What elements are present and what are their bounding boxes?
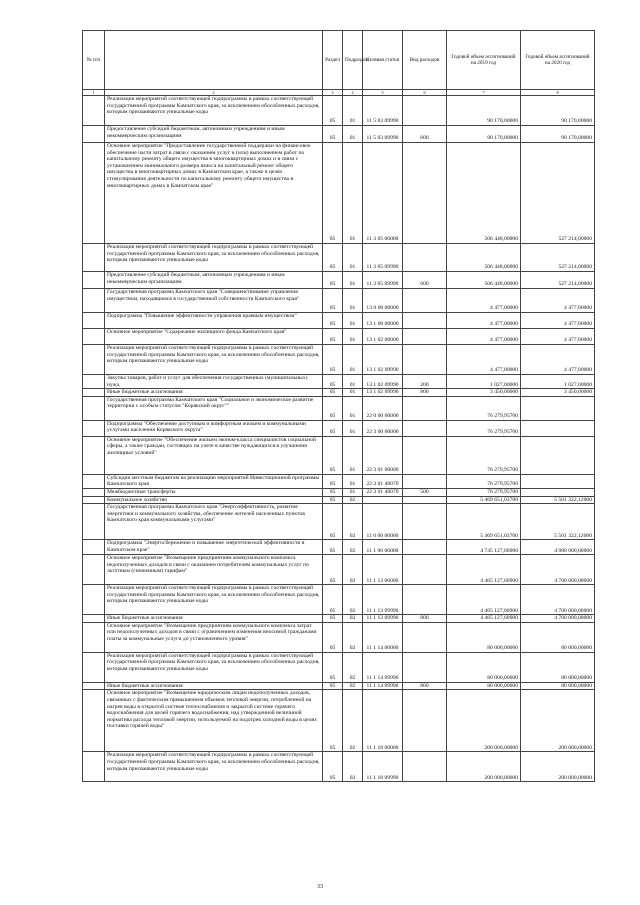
- cell-name: Иные бюджетные ассигнования: [105, 615, 323, 623]
- cell-razdel: 05: [323, 272, 343, 289]
- cell-csr: 11 5 03 09990: [363, 126, 403, 143]
- cell-2019: 80 000,00000: [447, 622, 521, 652]
- cell-num: [83, 420, 105, 436]
- header-csr: Целевая статья: [363, 31, 403, 90]
- cell-num: [83, 615, 105, 623]
- cell-num: [83, 272, 105, 289]
- cell-podrazdel: 01: [343, 96, 363, 126]
- cell-name: Коммунальное хозяйство: [105, 496, 323, 504]
- cell-2020: 1 027,00000: [521, 375, 595, 389]
- cell-csr: 22 3 01 00000: [363, 436, 403, 474]
- cell-csr: 11 1 14 09990: [363, 682, 403, 690]
- cell-razdel: 05: [323, 496, 343, 504]
- cell-podrazdel: 01: [343, 143, 363, 244]
- cell-num: [83, 682, 105, 690]
- cell-csr: 22 0 00 00000: [363, 396, 403, 420]
- column-number: 5: [363, 90, 403, 96]
- table-row: [83, 289, 595, 313]
- cell-csr: 11 1 14 00000: [363, 622, 403, 652]
- cell-name: Подпрограмма "Энергосбережение и повышение энергетической эффективности в Камчатском крае": [105, 540, 323, 555]
- cell-vr: 800: [403, 389, 447, 397]
- column-number: 6: [403, 90, 447, 96]
- budget-table: [82, 30, 595, 782]
- cell-name: Иные бюджетные ассигнования: [105, 389, 323, 397]
- cell-razdel: 05: [323, 244, 343, 272]
- header-2020: Годовой объем ассигнований на 2020 год: [521, 31, 595, 90]
- cell-num: [83, 389, 105, 397]
- cell-csr: 13 1 02 09990: [363, 375, 403, 389]
- cell-num: [83, 436, 105, 474]
- cell-csr: 11 1 18 00000: [363, 690, 403, 752]
- cell-2020: 527 214,00000: [521, 143, 595, 244]
- cell-2019: 506 448,00000: [447, 244, 521, 272]
- cell-2020: 200 000,00000: [521, 690, 595, 752]
- cell-2019: 5 469 651,03700: [447, 496, 521, 504]
- cell-2020: 5 501 322,12000: [521, 496, 595, 504]
- cell-csr: 11 1 18 09990: [363, 752, 403, 782]
- cell-csr: 13 1 02 09990: [363, 389, 403, 397]
- cell-2020: 527 214,00000: [521, 244, 595, 272]
- cell-name: Реализация мероприятий соответствующей подпрограммы в рамках соответствующей государственной программы Камчатского края, за исключением обособленных расходов, которым присваиваются уникальные коды: [105, 96, 323, 126]
- cell-name: Основное мероприятие "Обеспечение жильем эконом-класса специалистов социальной сферы, а также граждан, состоящих на учете в качестве нуждающихся в улучшении жилищных условий": [105, 436, 323, 474]
- cell-2019: 200 000,00000: [447, 690, 521, 752]
- cell-name: Подпрограмма "Повышение эффективности управления краевым имуществом": [105, 313, 323, 329]
- cell-vr: [403, 396, 447, 420]
- cell-num: [83, 96, 105, 126]
- cell-podrazdel: 02: [343, 682, 363, 690]
- cell-podrazdel: 01: [343, 272, 363, 289]
- cell-name: Закупка товаров, работ и услуг для обеспечения государственных (муниципальных) нужд: [105, 375, 323, 389]
- table-row: [83, 555, 595, 585]
- cell-2019: 76 279,95700: [447, 436, 521, 474]
- cell-2020: 200 000,00000: [521, 752, 595, 782]
- cell-2020: 4 477,00000: [521, 289, 595, 313]
- cell-podrazdel: 02: [343, 496, 363, 504]
- cell-csr: 11 3 05 09990: [363, 244, 403, 272]
- cell-podrazdel: 02: [343, 585, 363, 615]
- cell-name: Реализация мероприятий соответствующей подпрограммы в рамках соответствующей государственной программы Камчатского края, за исключением обособленных расходов, которым присваиваются уникальные коды: [105, 585, 323, 615]
- cell-podrazdel: 02: [343, 504, 363, 540]
- cell-2019: 76 279,95700: [447, 488, 521, 496]
- cell-name: Реализация мероприятий соответствующей подпрограммы в рамках соответствующей государственной программы Камчатского края, за исключением обособленных расходов, которым присваиваются уникальные коды: [105, 244, 323, 272]
- table-row: [83, 375, 595, 389]
- cell-razdel: 05: [323, 555, 343, 585]
- cell-2019: 506 448,00000: [447, 272, 521, 289]
- cell-2019: 4 465 127,60900: [447, 615, 521, 623]
- cell-2019: 1 027,00000: [447, 375, 521, 389]
- cell-vr: [403, 143, 447, 244]
- cell-2020: [521, 396, 595, 420]
- table-row: [83, 244, 595, 272]
- cell-num: [83, 752, 105, 782]
- cell-2019: 90 170,00000: [447, 126, 521, 143]
- cell-name: Иные бюджетные ассигнования: [105, 682, 323, 690]
- cell-num: [83, 555, 105, 585]
- table-row: [83, 329, 595, 345]
- cell-num: [83, 244, 105, 272]
- column-number: 7: [447, 90, 521, 96]
- cell-vr: 600: [403, 126, 447, 143]
- cell-num: [83, 474, 105, 488]
- cell-razdel: 05: [323, 396, 343, 420]
- cell-csr: 11 3 05 09990: [363, 272, 403, 289]
- cell-name: Основное мероприятие "Предоставление государственной поддержки на финансовое обеспечение части затрат в связи с оказанием услуг и (или) выполнением работ по капитальному ремонту общего имущества в многоквартирных домах и в связи с установлением минимального размера взноса на капитальный ремонт общего имущества в многоквартирных домах в Камчатском крае, а также в целях стимулирования деятельности по капитальному ремонту общего имущества в многоквартирных домах в Камчатском крае": [105, 143, 323, 244]
- cell-razdel: 05: [323, 652, 343, 682]
- table-header-row: [83, 31, 595, 90]
- cell-2020: 4 477,00000: [521, 329, 595, 345]
- cell-2020: 4 980 000,00000: [521, 540, 595, 555]
- cell-podrazdel: 01: [343, 329, 363, 345]
- cell-podrazdel: 01: [343, 126, 363, 143]
- cell-name: Реализация мероприятий соответствующей подпрограммы в рамках соответствующей государственной программы Камчатского края, за исключением обособленных расходов, которым присваиваются уникальные коды: [105, 345, 323, 375]
- cell-podrazdel: 01: [343, 375, 363, 389]
- table-body: [83, 96, 595, 782]
- cell-name: Реализация мероприятий соответствующей подпрограммы в рамках соответствующей государственной программы Камчатского края, за исключением обособленных расходов, которым присваиваются уникальные коды: [105, 752, 323, 782]
- cell-vr: [403, 329, 447, 345]
- cell-name: Предоставление субсидий бюджетным, автономным учреждениям и иным некоммерческим организациям: [105, 272, 323, 289]
- cell-podrazdel: 01: [343, 389, 363, 397]
- cell-vr: [403, 496, 447, 504]
- cell-name: Субсидии местным бюджетам на реализацию мероприятий Инвестиционной программы Камчатского края: [105, 474, 323, 488]
- cell-name: Межбюджетные трансферты: [105, 488, 323, 496]
- cell-name: Реализация мероприятий соответствующей подпрограммы в рамках соответствующей государственной программы Камчатского края, за исключением обособленных расходов, которым присваиваются уникальные коды: [105, 652, 323, 682]
- cell-2020: [521, 420, 595, 436]
- cell-vr: [403, 585, 447, 615]
- cell-2020: 80 000,00000: [521, 652, 595, 682]
- cell-vr: [403, 474, 447, 488]
- cell-2019: 90 170,00000: [447, 96, 521, 126]
- cell-podrazdel: 02: [343, 652, 363, 682]
- cell-2019: 80 000,00000: [447, 682, 521, 690]
- cell-2020: [521, 436, 595, 474]
- cell-num: [83, 396, 105, 420]
- cell-2019: 4 465 127,60900: [447, 585, 521, 615]
- table-row: [83, 345, 595, 375]
- header-razdel: Раздел: [323, 31, 343, 90]
- cell-num: [83, 143, 105, 244]
- table-row: [83, 496, 595, 504]
- cell-2019: 200 000,00000: [447, 752, 521, 782]
- cell-csr: 11 1 13 09990: [363, 585, 403, 615]
- cell-podrazdel: 02: [343, 752, 363, 782]
- cell-csr: 13 1 02 00000: [363, 329, 403, 345]
- cell-csr: 11 5 03 09990: [363, 96, 403, 126]
- column-number: 1: [83, 90, 105, 96]
- cell-csr: 13 0 00 00000: [363, 289, 403, 313]
- header-podrazdel: Подраздел: [343, 31, 363, 90]
- cell-name: Основное мероприятие "Возмещение юридическим лицам недополученных доходов, связанных с фактическим превышением объемов тепловой энергии, потребленной на нагрев воды в открытой системе теплоснабжения и закрытой системе горячего водоснабжения для целей горячего водоснабжения, над утвержденной величиной норматива расхода тепловой энергии, используемой на подогрев холодной воды в целях поставки горячей воды": [105, 690, 323, 752]
- cell-num: [83, 375, 105, 389]
- cell-2020: 4 700 000,00000: [521, 585, 595, 615]
- table-row: [83, 585, 595, 615]
- table-row: [83, 420, 595, 436]
- cell-2020: 527 214,00000: [521, 272, 595, 289]
- cell-num: [83, 496, 105, 504]
- column-number: 4: [343, 90, 363, 96]
- cell-vr: [403, 345, 447, 375]
- cell-2019: 4 477,00000: [447, 345, 521, 375]
- header-num: № п/п: [83, 31, 105, 90]
- cell-2020: [521, 474, 595, 488]
- cell-podrazdel: 01: [343, 244, 363, 272]
- table-row: [83, 436, 595, 474]
- cell-csr: 11 1 00 00000: [363, 540, 403, 555]
- cell-vr: [403, 313, 447, 329]
- cell-podrazdel: 01: [343, 345, 363, 375]
- table-row: [83, 504, 595, 540]
- cell-razdel: 05: [323, 143, 343, 244]
- cell-razdel: 05: [323, 682, 343, 690]
- column-number: 2: [105, 90, 323, 96]
- cell-name: Государственная программа Камчатского края "Энергоэффективность, развитие энергетики и коммунального хозяйства, обеспечение жителей населенных пунктов Камчатского края коммунальными услугами": [105, 504, 323, 540]
- table-row: [83, 690, 595, 752]
- cell-vr: [403, 96, 447, 126]
- cell-num: [83, 504, 105, 540]
- cell-razdel: 05: [323, 313, 343, 329]
- cell-2019: 4 477,00000: [447, 329, 521, 345]
- cell-razdel: 05: [323, 329, 343, 345]
- table-row: [83, 488, 595, 496]
- cell-razdel: 05: [323, 474, 343, 488]
- cell-name: Основное мероприятие "Возмещение предприятиям коммунального комплекса затрат или недополученных доходов в связи с ограничением изменения вносимой гражданами платы за коммунальные услуги до установленного уровня": [105, 622, 323, 652]
- table-row: [83, 143, 595, 244]
- cell-csr: 22 3 01 40070: [363, 474, 403, 488]
- cell-podrazdel: 01: [343, 289, 363, 313]
- budget-table-sheet: [82, 30, 594, 782]
- cell-2020: 4 700 000,00000: [521, 555, 595, 585]
- cell-2020: 5 501 322,12000: [521, 504, 595, 540]
- cell-vr: [403, 652, 447, 682]
- cell-num: [83, 585, 105, 615]
- column-number: 8: [521, 90, 595, 96]
- cell-vr: [403, 244, 447, 272]
- cell-vr: [403, 752, 447, 782]
- table-row: [83, 540, 595, 555]
- cell-num: [83, 540, 105, 555]
- table-row: [83, 389, 595, 397]
- cell-razdel: 05: [323, 690, 343, 752]
- cell-csr: 11 3 05 00000: [363, 143, 403, 244]
- cell-2019: 76 279,95700: [447, 396, 521, 420]
- cell-2020: 4 477,00000: [521, 313, 595, 329]
- cell-2020: 3 450,00000: [521, 389, 595, 397]
- header-name: [105, 31, 323, 90]
- cell-razdel: 05: [323, 622, 343, 652]
- table-row: [83, 682, 595, 690]
- cell-name: Государственная программа Камчатского края "Социальное и экономическое развитие территории с особым статусом "Корякский округ"": [105, 396, 323, 420]
- cell-csr: 22 3 00 00000: [363, 420, 403, 436]
- cell-csr: [363, 496, 403, 504]
- cell-podrazdel: 01: [343, 488, 363, 496]
- cell-2019: 4 745 127,60900: [447, 540, 521, 555]
- cell-razdel: 05: [323, 126, 343, 143]
- cell-vr: [403, 555, 447, 585]
- cell-2020: 80 000,00000: [521, 622, 595, 652]
- cell-podrazdel: 01: [343, 420, 363, 436]
- table-row: [83, 622, 595, 652]
- cell-vr: [403, 420, 447, 436]
- cell-razdel: 05: [323, 504, 343, 540]
- header-2019: Годовой объем ассигнований на 2019 год: [447, 31, 521, 90]
- cell-csr: 11 0 00 00000: [363, 504, 403, 540]
- cell-razdel: 05: [323, 488, 343, 496]
- cell-vr: [403, 289, 447, 313]
- cell-razdel: 05: [323, 615, 343, 623]
- cell-2020: [521, 488, 595, 496]
- cell-name: Подпрограмма "Обеспечение доступным и комфортным жильем и коммунальными услугами населения Корякского округа": [105, 420, 323, 436]
- page-number: 33: [317, 884, 323, 890]
- header-vr: Вид расходов: [403, 31, 447, 90]
- cell-name: Предоставление субсидий бюджетным, автономным учреждениям и иным некоммерческим организациям: [105, 126, 323, 143]
- cell-vr: 800: [403, 615, 447, 623]
- cell-vr: [403, 622, 447, 652]
- cell-csr: 11 1 14 09990: [363, 652, 403, 682]
- cell-num: [83, 690, 105, 752]
- cell-2019: 506 448,00000: [447, 143, 521, 244]
- cell-csr: 13 1 02 09990: [363, 345, 403, 375]
- cell-2019: 80 000,00000: [447, 652, 521, 682]
- table-row: [83, 652, 595, 682]
- cell-csr: 11 1 13 09990: [363, 615, 403, 623]
- cell-podrazdel: 02: [343, 615, 363, 623]
- cell-2019: 76 279,95700: [447, 420, 521, 436]
- cell-2020: 4 477,00000: [521, 345, 595, 375]
- cell-razdel: 05: [323, 540, 343, 555]
- cell-vr: [403, 436, 447, 474]
- cell-num: [83, 289, 105, 313]
- cell-num: [83, 622, 105, 652]
- table-row: [83, 96, 595, 126]
- cell-vr: 600: [403, 272, 447, 289]
- cell-razdel: 05: [323, 436, 343, 474]
- cell-num: [83, 313, 105, 329]
- cell-vr: 800: [403, 682, 447, 690]
- column-number: 3: [323, 90, 343, 96]
- cell-podrazdel: 02: [343, 622, 363, 652]
- table-row: [83, 313, 595, 329]
- cell-2019: 4 477,00000: [447, 313, 521, 329]
- cell-podrazdel: 01: [343, 396, 363, 420]
- cell-2019: 3 450,00000: [447, 389, 521, 397]
- cell-vr: [403, 504, 447, 540]
- cell-podrazdel: 01: [343, 474, 363, 488]
- cell-num: [83, 488, 105, 496]
- cell-csr: 13 1 00 00000: [363, 313, 403, 329]
- cell-vr: [403, 690, 447, 752]
- cell-razdel: 05: [323, 96, 343, 126]
- cell-vr: [403, 540, 447, 555]
- cell-2020: 90 170,00000: [521, 126, 595, 143]
- cell-razdel: 05: [323, 389, 343, 397]
- cell-razdel: 05: [323, 289, 343, 313]
- cell-podrazdel: 01: [343, 313, 363, 329]
- cell-podrazdel: 02: [343, 555, 363, 585]
- cell-csr: 11 1 13 00000: [363, 555, 403, 585]
- cell-razdel: 05: [323, 345, 343, 375]
- cell-vr: 200: [403, 375, 447, 389]
- cell-name: Основное мероприятие "Содержание жилищного фонда Камчатского края": [105, 329, 323, 345]
- cell-num: [83, 345, 105, 375]
- cell-razdel: 05: [323, 420, 343, 436]
- cell-2020: 80 000,00000: [521, 682, 595, 690]
- cell-num: [83, 329, 105, 345]
- cell-podrazdel: 02: [343, 540, 363, 555]
- cell-name: Основное мероприятие "Возмещение предприятиям коммунального комплекса недополученных доходов в связи с оказанием потребителям коммунальных услуг по льготным (сниженным) тарифам": [105, 555, 323, 585]
- cell-2019: 4 477,00000: [447, 289, 521, 313]
- cell-razdel: 05: [323, 752, 343, 782]
- cell-razdel: 05: [323, 585, 343, 615]
- table-row: [83, 474, 595, 488]
- table-row: [83, 396, 595, 420]
- table-row: [83, 272, 595, 289]
- table-row: [83, 752, 595, 782]
- table-row: [83, 615, 595, 623]
- cell-name: Государственная программа Камчатского края "Совершенствование управления имуществом, находящимся в государственной собственности Камчатского края": [105, 289, 323, 313]
- cell-num: [83, 652, 105, 682]
- cell-razdel: 05: [323, 375, 343, 389]
- cell-podrazdel: 01: [343, 436, 363, 474]
- cell-podrazdel: 02: [343, 690, 363, 752]
- cell-num: [83, 126, 105, 143]
- cell-2019: 4 465 127,60900: [447, 555, 521, 585]
- cell-2020: 4 700 000,00000: [521, 615, 595, 623]
- cell-csr: 22 3 01 40070: [363, 488, 403, 496]
- table-row: [83, 126, 595, 143]
- cell-vr: 500: [403, 488, 447, 496]
- cell-2019: 76 279,95700: [447, 474, 521, 488]
- cell-2019: 5 469 651,03700: [447, 504, 521, 540]
- cell-2020: 90 170,00000: [521, 96, 595, 126]
